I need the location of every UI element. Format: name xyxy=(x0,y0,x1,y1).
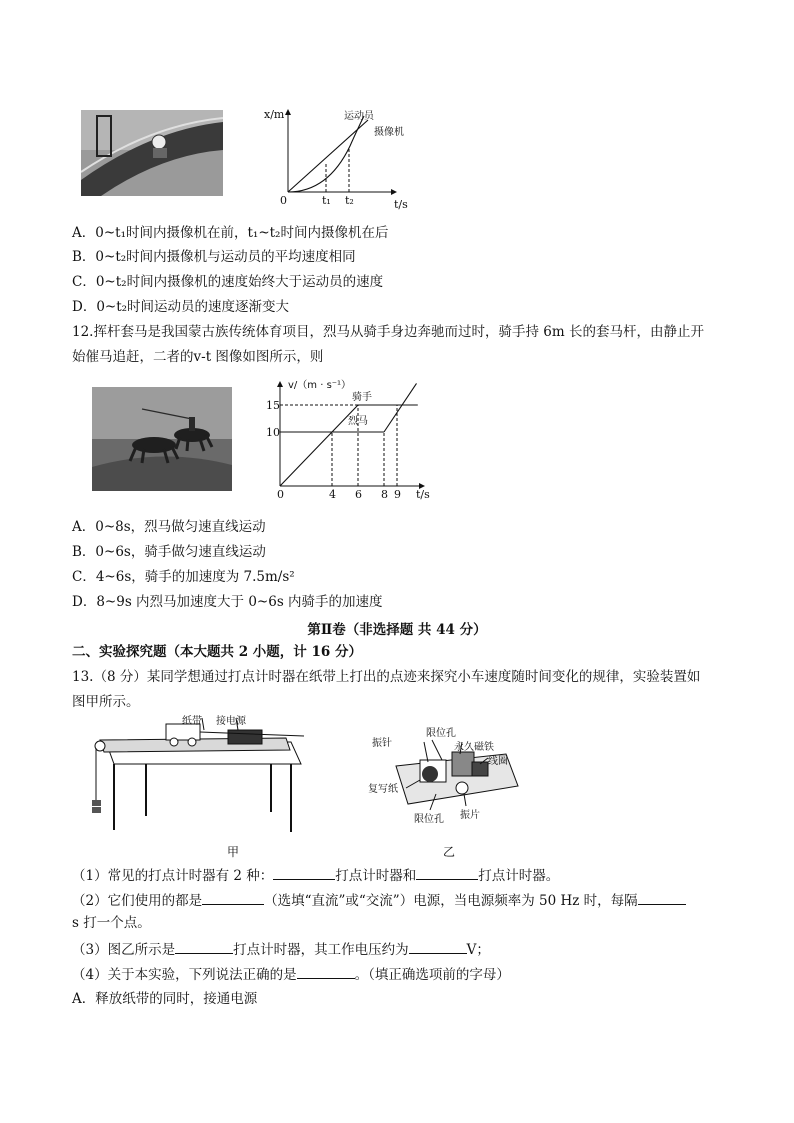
x-tick-8: 8 xyxy=(381,488,388,500)
q12-option-c: C．4~6s，骑手的加速度为 7.5m/s² xyxy=(72,569,295,585)
figure-jia-apparatus xyxy=(86,712,316,838)
q11-option-c: C．0~t₂时间内摄像机的速度始终大于运动员的速度 xyxy=(72,274,384,290)
horse-accel-line xyxy=(384,383,417,432)
x-tick-6: 6 xyxy=(355,488,362,500)
y-tick-15: 15 xyxy=(266,399,280,412)
vt-graph xyxy=(266,376,436,500)
label-limit-bottom: 限位孔 xyxy=(414,814,444,825)
q13-sub2-cont: s 打一个点。 xyxy=(72,915,151,931)
q13-stem-line2: 图甲所示。 xyxy=(72,694,140,710)
blank-1a[interactable] xyxy=(273,866,335,880)
y-tick-10: 10 xyxy=(266,426,280,439)
x-tick-9: 9 xyxy=(394,488,401,500)
camera-label: 摄像机 xyxy=(374,127,404,138)
origin-label: 0 xyxy=(280,194,287,207)
part-heading: 二、实验探究题（本大题共 2 小题，计 16 分） xyxy=(72,644,362,660)
camera-line xyxy=(288,120,368,192)
athlete-label: 运动员 xyxy=(344,111,374,122)
figure-yi-caption: 乙 xyxy=(443,845,456,859)
v-axis-label: v/（m · s⁻¹） xyxy=(288,380,352,391)
label-tape: 纸带 xyxy=(182,716,202,727)
horse-label: 烈马 xyxy=(348,416,368,427)
blank-2b[interactable] xyxy=(638,891,686,905)
q12-option-a: A．0~8s，烈马做匀速直线运动 xyxy=(72,519,266,535)
blank-3a[interactable] xyxy=(175,940,233,954)
blank-2a[interactable] xyxy=(202,891,264,905)
figure-yi-timer xyxy=(368,722,528,832)
blank-4[interactable] xyxy=(297,965,355,979)
q13-option-a: A．释放纸带的同时，接通电源 xyxy=(72,991,258,1007)
t1-label: t₁ xyxy=(322,194,331,207)
x-tick-4: 4 xyxy=(329,488,336,500)
x-tick-0: 0 xyxy=(277,488,284,500)
q12-option-b: B．0~6s，骑手做匀速直线运动 xyxy=(72,544,266,560)
t-axis-label: t/s xyxy=(394,198,408,211)
q13-sub4: （4）关于本实验，下列说法正确的是 。（填正确选项前的字母） xyxy=(72,967,510,983)
q13-sub1: （1）常见的打点计时器有 2 种： 打点计时器和 打点计时器。 xyxy=(72,868,560,884)
q11-option-d: D．0~t₂时间运动员的速度逐渐变大 xyxy=(72,299,290,315)
t-axis-label: t/s xyxy=(416,488,430,500)
camera-track-photo xyxy=(81,110,223,196)
q12-option-d: D．8~9s 内烈马加速度大于 0~6s 内骑手的加速度 xyxy=(72,594,383,610)
label-carbon: 复写纸 xyxy=(368,784,398,795)
label-limit-top: 限位孔 xyxy=(426,728,456,739)
t2-label: t₂ xyxy=(345,194,354,207)
label-needle: 振针 xyxy=(372,738,392,749)
rider-accel-line xyxy=(280,405,358,486)
label-magnet: 永久磁铁 xyxy=(454,742,494,753)
x-axis-label: x/m xyxy=(264,108,285,121)
q12-stem-line2: 始催马追赶，二者的v-t 图像如图所示，则 xyxy=(72,349,324,365)
blank-3b[interactable] xyxy=(409,940,467,954)
figure-jia-caption: 甲 xyxy=(227,845,240,859)
q13-sub2: （2）它们使用的都是 （选填“直流”或“交流”）电源，当电源频率为 50 Hz 时，每隔 xyxy=(72,891,686,910)
q12-stem-line1: 12.挥杆套马是我国蒙古族传统体育项目，烈马从骑手身边奔驰而过时，骑手持 6m 长的套马杆，由静止开 xyxy=(72,324,704,340)
rider-label: 骑手 xyxy=(352,392,372,403)
q13-stem-line1: 13.（8 分）某同学想通过打点计时器在纸带上打出的点迹来探究小车速度随时间变化的规律，实验装置如 xyxy=(72,669,701,685)
q13-sub3: （3）图乙所示是 打点计时器，其工作电压约为 V； xyxy=(72,942,490,958)
section-title: 第Ⅱ卷（非选择题 共 44 分） xyxy=(307,622,487,638)
xt-graph xyxy=(258,104,423,214)
horse-riding-photo xyxy=(92,387,232,491)
label-power: 接电源 xyxy=(216,716,246,727)
q11-option-a: A．0~t₁时间内摄像机在前，t₁~t₂时间内摄像机在后 xyxy=(72,225,389,241)
q11-option-b: B．0~t₂时间内摄像机与运动员的平均速度相同 xyxy=(72,249,356,265)
blank-1b[interactable] xyxy=(416,866,478,880)
label-coil: 线圈 xyxy=(488,756,508,767)
label-reed: 振片 xyxy=(460,810,480,821)
